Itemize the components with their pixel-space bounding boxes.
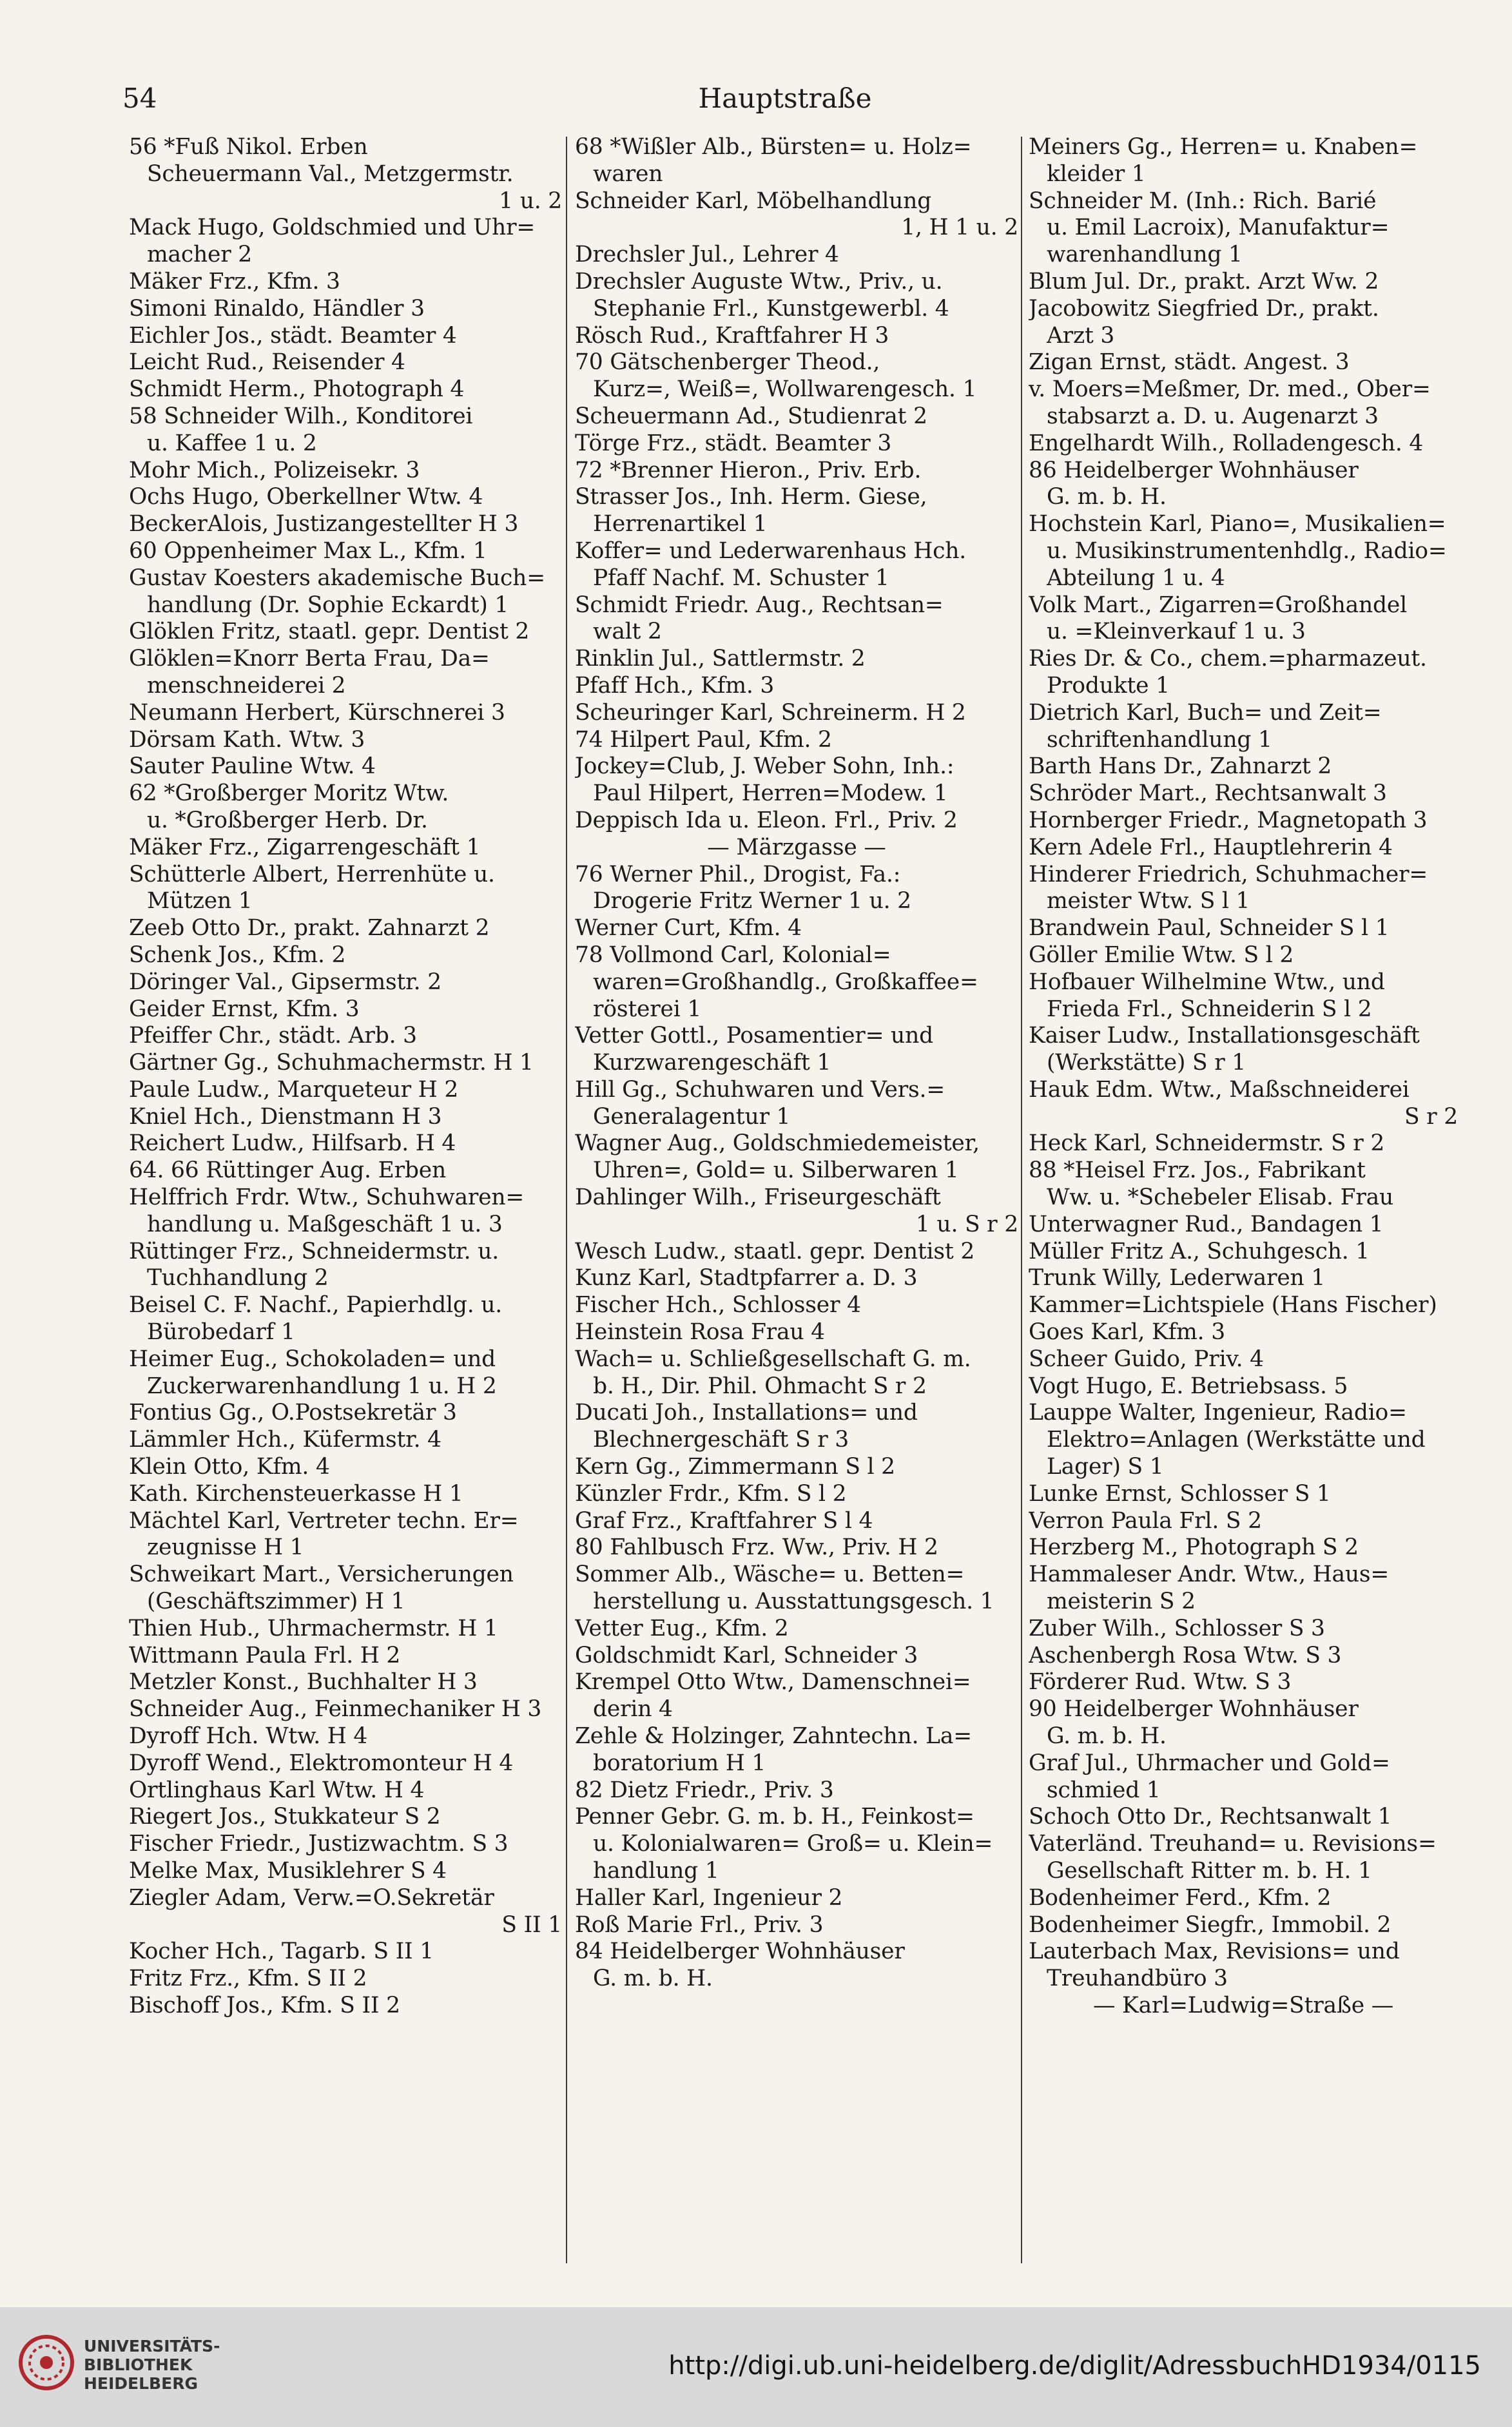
directory-entry-line: meisterin S 2 <box>1047 1589 1196 1615</box>
directory-entry-line: Heck Karl, Schneidermstr. S r 2 <box>1029 1130 1385 1157</box>
directory-entry-line: Barth Hans Dr., Zahnarzt 2 <box>1029 753 1332 780</box>
directory-entry-line: Fontius Gg., O.Postsekretär 3 <box>129 1400 457 1426</box>
directory-entry-line: u. Musikinstrumentenhdlg., Radio= <box>1047 537 1447 564</box>
column-rule-1 <box>566 137 567 2263</box>
directory-entry-line: Kurz=, Weiß=, Wollwarengesch. 1 <box>593 376 977 403</box>
directory-entry-line: Heinstein Rosa Frau 4 <box>575 1319 825 1346</box>
directory-entry-line: BeckerAlois, Justizangestellter H 3 <box>129 511 519 537</box>
directory-entry-line: Schenk Jos., Kfm. 2 <box>129 942 346 968</box>
directory-entry-line: Schneider M. (Inh.: Rich. Barié <box>1029 188 1377 214</box>
directory-entry-line: 78 Vollmond Carl, Kolonial= <box>575 942 891 968</box>
directory-entry-line: S II 1 <box>501 1911 562 1938</box>
directory-entry-line: u. =Kleinverkauf 1 u. 3 <box>1047 619 1306 645</box>
directory-entry-line: Schmidt Friedr. Aug., Rechtsan= <box>575 592 944 618</box>
directory-entry-line: Kniel Hch., Dienstmann H 3 <box>129 1103 442 1130</box>
directory-entry-line: Mützen 1 <box>147 888 253 914</box>
directory-entry-line: Mack Hugo, Goldschmied und Uhr= <box>129 215 536 241</box>
directory-entry-line: Lauppe Walter, Ingenieur, Radio= <box>1029 1400 1407 1426</box>
directory-entry-line: Vogt Hugo, E. Betriebsass. 5 <box>1029 1373 1348 1399</box>
directory-entry-line: handlung (Dr. Sophie Eckardt) 1 <box>147 592 509 618</box>
directory-column-1 <box>129 134 562 2287</box>
directory-entry-line: derin 4 <box>593 1696 673 1723</box>
directory-entry-line: Sauter Pauline Wtw. 4 <box>129 753 376 780</box>
directory-entry-line: schmied 1 <box>1047 1777 1161 1803</box>
directory-entry-line: Zeeb Otto Dr., prakt. Zahnarzt 2 <box>129 915 490 942</box>
directory-entry-line: Zigan Ernst, städt. Angest. 3 <box>1029 349 1350 376</box>
directory-entry-line: Ww. u. *Schebeler Elisab. Frau <box>1047 1184 1393 1211</box>
directory-entry-line: stabsarzt a. D. u. Augenarzt 3 <box>1047 403 1379 429</box>
directory-entry-line: Schneider Aug., Feinmechaniker H 3 <box>129 1696 542 1723</box>
directory-entry-line: Hinderer Friedrich, Schuhmacher= <box>1029 861 1428 887</box>
directory-entry-line: Jacobowitz Siegfried Dr., prakt. <box>1029 295 1379 322</box>
directory-entry-line: Dahlinger Wilh., Friseurgeschäft <box>575 1184 941 1211</box>
directory-entry-line: 76 Werner Phil., Drogist, Fa.: <box>575 861 901 887</box>
directory-entry-line: Mächtel Karl, Vertreter techn. Er= <box>129 1507 519 1534</box>
directory-entry-line: Paule Ludw., Marqueteur H 2 <box>129 1076 459 1103</box>
directory-entry-line: Drechsler Auguste Wtw., Priv., u. <box>575 268 943 295</box>
directory-entry-line: Herrenartikel 1 <box>593 511 768 537</box>
directory-entry-line: Klein Otto, Kfm. 4 <box>129 1454 330 1480</box>
directory-entry-line: u. *Großberger Herb. Dr. <box>147 807 428 833</box>
directory-entry-line: Neumann Herbert, Kürschnerei 3 <box>129 699 505 726</box>
directory-entry-line: Verron Paula Frl. S 2 <box>1029 1507 1262 1534</box>
directory-entry-line: Schmidt Herm., Photograph 4 <box>129 376 465 403</box>
directory-entry-line: 70 Gätschenberger Theod., <box>575 349 880 376</box>
directory-entry-line: Lämmler Hch., Küfermstr. 4 <box>129 1427 441 1453</box>
directory-entry-line: 60 Oppenheimer Max L., Kfm. 1 <box>129 537 487 564</box>
directory-entry-line: boratorium H 1 <box>593 1750 766 1776</box>
directory-entry-line: Ries Dr. & Co., chem.=pharmazeut. <box>1029 646 1427 672</box>
directory-entry-line: Abteilung 1 u. 4 <box>1047 565 1225 591</box>
directory-entry-line: Rüttinger Frz., Schneidermstr. u. <box>129 1238 499 1264</box>
directory-entry-line: Ziegler Adam, Verw.=O.Sekretär <box>129 1884 494 1911</box>
directory-entry-line: Kern Gg., Zimmermann S l 2 <box>575 1454 895 1480</box>
directory-entry-line: Uhren=, Gold= u. Silberwaren 1 <box>593 1157 959 1184</box>
directory-entry-line: Döringer Val., Gipsermstr. 2 <box>129 969 441 995</box>
directory-entry-line: Bürobedarf 1 <box>147 1319 295 1346</box>
directory-entry-line: Kern Adele Frl., Hauptlehrerin 4 <box>1029 834 1393 860</box>
directory-entry-line: Krempel Otto Wtw., Damenschnei= <box>575 1669 971 1696</box>
directory-entry-line: Drechsler Jul., Lehrer 4 <box>575 242 839 268</box>
directory-entry-line: Bodenheimer Ferd., Kfm. 2 <box>1029 1884 1332 1911</box>
directory-entry-line: Bodenheimer Siegfr., Immobil. 2 <box>1029 1911 1391 1938</box>
directory-entry-line: Glöklen Fritz, staatl. gepr. Dentist 2 <box>129 619 530 645</box>
directory-entry-line: Zuber Wilh., Schlosser S 3 <box>1029 1615 1325 1641</box>
directory-entry-line: Deppisch Ida u. Eleon. Frl., Priv. 2 <box>575 807 958 833</box>
directory-entry-line: 56 *Fuß Nikol. Erben <box>129 134 368 160</box>
directory-entry-line: Dietrich Karl, Buch= und Zeit= <box>1029 699 1382 726</box>
directory-entry-line: Pfaff Hch., Kfm. 3 <box>575 672 775 699</box>
directory-entry-line: G. m. b. H. <box>1047 1723 1167 1750</box>
directory-entry-line: u. Kolonialwaren= Groß= u. Klein= <box>593 1831 993 1857</box>
library-name: UNIVERSITÄTS- BIBLIOTHEK HEIDELBERG <box>84 2337 220 2393</box>
directory-entry-line: Unterwagner Rud., Bandagen 1 <box>1029 1211 1384 1237</box>
directory-entry-line: Vetter Gottl., Posamentier= und <box>575 1023 933 1049</box>
directory-entry-line: Volk Mart., Zigarren=Großhandel <box>1029 592 1407 618</box>
directory-entry-line: Paul Hilpert, Herren=Modew. 1 <box>593 780 948 807</box>
directory-entry-line: Goldschmidt Karl, Schneider 3 <box>575 1642 918 1668</box>
directory-entry-line: Schröder Mart., Rechtsanwalt 3 <box>1029 780 1387 807</box>
directory-entry-line: Engelhardt Wilh., Rolladengesch. 4 <box>1029 430 1424 456</box>
directory-entry-line: Gesellschaft Ritter m. b. H. 1 <box>1047 1858 1372 1884</box>
directory-entry-line: Fischer Friedr., Justizwachtm. S 3 <box>129 1831 509 1857</box>
footer-bar <box>0 2307 1512 2427</box>
directory-entry-line: Rinklin Jul., Sattlermstr. 2 <box>575 646 866 672</box>
directory-entry-line: Bischoff Jos., Kfm. S II 2 <box>129 1992 400 2018</box>
directory-entry-line: Pfeiffer Chr., städt. Arb. 3 <box>129 1023 417 1049</box>
directory-entry-line: Brandwein Paul, Schneider S l 1 <box>1029 915 1390 942</box>
directory-entry-line: Heimer Eug., Schokoladen= und <box>129 1346 496 1372</box>
directory-entry-line: 64. 66 Rüttinger Aug. Erben <box>129 1157 446 1184</box>
directory-entry-line: Blum Jul. Dr., prakt. Arzt Ww. 2 <box>1029 268 1379 295</box>
directory-entry-line: Blechnergeschäft S r 3 <box>593 1427 849 1453</box>
directory-entry-line: Eichler Jos., städt. Beamter 4 <box>129 322 457 349</box>
directory-entry-line: Kocher Hch., Tagarb. S II 1 <box>129 1939 434 1965</box>
directory-entry-line: Tuchhandlung 2 <box>147 1265 329 1291</box>
directory-entry-line: Törge Frz., städt. Beamter 3 <box>575 430 892 456</box>
directory-entry-line: Dörsam Kath. Wtw. 3 <box>129 726 365 753</box>
directory-entry-line: Lauterbach Max, Revisions= und <box>1029 1939 1400 1965</box>
directory-column-3 <box>1029 134 1458 2287</box>
directory-entry-line: Scheuringer Karl, Schreinerm. H 2 <box>575 699 966 726</box>
directory-entry-line: Vetter Eug., Kfm. 2 <box>575 1615 789 1641</box>
directory-entry-line: Beisel C. F. Nachf., Papierhdlg. u. <box>129 1292 503 1319</box>
directory-entry-line: Glöklen=Knorr Berta Frau, Da= <box>129 646 490 672</box>
directory-entry-line: Scheuermann Ad., Studienrat 2 <box>575 403 927 429</box>
directory-entry-line: 68 *Wißler Alb., Bürsten= u. Holz= <box>575 134 972 160</box>
directory-entry-line: Hornberger Friedr., Magnetopath 3 <box>1029 807 1428 833</box>
cross-street-heading: — Karl=Ludwig=Straße — <box>1092 1992 1394 2018</box>
directory-entry-line: 1 u. 2 <box>499 188 562 214</box>
directory-entry-line: Vaterländ. Treuhand= u. Revisions= <box>1029 1831 1437 1857</box>
cross-street-heading: — Märzgasse — <box>707 834 886 860</box>
directory-entry-line: Leicht Rud., Reisender 4 <box>129 349 405 376</box>
directory-entry-line: Goes Karl, Kfm. 3 <box>1029 1319 1225 1346</box>
directory-entry-line: Melke Max, Musiklehrer S 4 <box>129 1858 447 1884</box>
directory-entry-line: Thien Hub., Uhrmachermstr. H 1 <box>129 1615 498 1641</box>
directory-entry-line: Kaiser Ludw., Installationsgeschäft <box>1029 1023 1420 1049</box>
directory-entry-line: (Werkstätte) S r 1 <box>1047 1050 1246 1076</box>
directory-entry-line: Graf Jul., Uhrmacher und Gold= <box>1029 1750 1390 1776</box>
directory-entry-line: Meiners Gg., Herren= u. Knaben= <box>1029 134 1418 160</box>
directory-entry-line: macher 2 <box>147 242 253 268</box>
directory-entry-line: Trunk Willy, Lederwaren 1 <box>1029 1265 1326 1291</box>
directory-entry-line: Penner Gebr. G. m. b. H., Feinkost= <box>575 1804 974 1830</box>
directory-entry-line: Wach= u. Schließgesellschaft G. m. <box>575 1346 971 1372</box>
directory-entry-line: Dyroff Hch. Wtw. H 4 <box>129 1723 368 1750</box>
directory-entry-line: Treuhandbüro 3 <box>1047 1966 1228 1992</box>
directory-entry-line: Stephanie Frl., Kunstgewerbl. 4 <box>593 295 949 322</box>
directory-entry-line: Geider Ernst, Kfm. 3 <box>129 996 360 1022</box>
directory-entry-line: Reichert Ludw., Hilfsarb. H 4 <box>129 1130 456 1157</box>
directory-entry-line: Zuckerwarenhandlung 1 u. H 2 <box>147 1373 497 1399</box>
directory-entry-line: kleider 1 <box>1047 160 1146 187</box>
directory-entry-line: Ducati Joh., Installations= und <box>575 1400 918 1426</box>
directory-entry-line: waren <box>593 160 663 187</box>
directory-entry-line: meister Wtw. S l 1 <box>1047 888 1250 914</box>
directory-entry-line: Schoch Otto Dr., Rechtsanwalt 1 <box>1029 1804 1392 1830</box>
directory-entry-line: Mohr Mich., Polizeisekr. 3 <box>129 457 420 483</box>
directory-entry-line: 72 *Brenner Hieron., Priv. Erb. <box>575 457 922 483</box>
directory-entry-line: Kath. Kirchensteuerkasse H 1 <box>129 1480 463 1507</box>
directory-entry-line: Fritz Frz., Kfm. S II 2 <box>129 1966 367 1992</box>
directory-entry-line: Gärtner Gg., Schuhmachermstr. H 1 <box>129 1050 534 1076</box>
directory-entry-line: Zehle & Holzinger, Zahntechn. La= <box>575 1723 972 1750</box>
directory-entry-line: Rösch Rud., Kraftfahrer H 3 <box>575 322 889 349</box>
directory-entry-line: Roß Marie Frl., Priv. 3 <box>575 1911 824 1938</box>
directory-entry-line: Dyroff Wend., Elektromonteur H 4 <box>129 1750 514 1776</box>
directory-entry-line: Hill Gg., Schuhwaren und Vers.= <box>575 1076 945 1103</box>
directory-entry-line: Scheer Guido, Priv. 4 <box>1029 1346 1264 1372</box>
directory-entry-line: u. Kaffee 1 u. 2 <box>147 430 317 456</box>
directory-entry-line: Mäker Frz., Zigarrengeschäft 1 <box>129 834 481 860</box>
directory-entry-line: Wittmann Paula Frl. H 2 <box>129 1642 401 1668</box>
directory-entry-line: waren=Großhandlg., Großkaffee= <box>593 969 978 995</box>
directory-entry-line: Produkte 1 <box>1047 672 1170 699</box>
directory-entry-line: zeugnisse H 1 <box>147 1534 304 1561</box>
directory-entry-line: Generalagentur 1 <box>593 1103 791 1130</box>
directory-entry-line: G. m. b. H. <box>593 1966 713 1992</box>
directory-entry-line: 74 Hilpert Paul, Kfm. 2 <box>575 726 832 753</box>
directory-entry-line: Elektro=Anlagen (Werkstätte und <box>1047 1427 1426 1453</box>
page-header <box>122 76 1448 121</box>
directory-entry-line: Haller Karl, Ingenieur 2 <box>575 1884 843 1911</box>
directory-entry-line: Riegert Jos., Stukkateur S 2 <box>129 1804 441 1830</box>
directory-entry-line: schriftenhandlung 1 <box>1047 726 1272 753</box>
directory-entry-line: Frieda Frl., Schneiderin S l 2 <box>1047 996 1372 1022</box>
directory-entry-line: menschneiderei 2 <box>147 672 346 699</box>
directory-entry-line: Lunke Ernst, Schlosser S 1 <box>1029 1480 1331 1507</box>
directory-entry-line: Sommer Alb., Wäsche= u. Betten= <box>575 1562 965 1588</box>
directory-entry-line: Müller Fritz A., Schuhgesch. 1 <box>1029 1238 1370 1264</box>
directory-entry-line: Wagner Aug., Goldschmiedemeister, <box>575 1130 980 1157</box>
directory-entry-line: Pfaff Nachf. M. Schuster 1 <box>593 565 889 591</box>
directory-entry-line: v. Moers=Meßmer, Dr. med., Ober= <box>1029 376 1431 403</box>
directory-entry-line: 1 u. S r 2 <box>915 1211 1018 1237</box>
directory-entry-line: Ochs Hugo, Oberkellner Wtw. 4 <box>129 484 483 510</box>
directory-entry-line: Künzler Frdr., Kfm. S l 2 <box>575 1480 847 1507</box>
directory-entry-line: Schweikart Mart., Versicherungen <box>129 1562 514 1588</box>
street-heading: Hauptstraße <box>698 82 872 114</box>
directory-entry-line: Herzberg M., Photograph S 2 <box>1029 1534 1359 1561</box>
directory-entry-line: (Geschäftszimmer) H 1 <box>147 1589 405 1615</box>
directory-entry-line: G. m. b. H. <box>1047 484 1167 510</box>
directory-entry-line: Schütterle Albert, Herrenhüte u. <box>129 861 495 887</box>
directory-entry-line: 58 Schneider Wilh., Konditorei <box>129 403 473 429</box>
directory-entry-line: b. H., Dir. Phil. Ohmacht S r 2 <box>593 1373 927 1399</box>
directory-entry-line: 90 Heidelberger Wohnhäuser <box>1029 1696 1359 1723</box>
directory-entry-line: Schneider Karl, Möbelhandlung <box>575 188 932 214</box>
column-rule-2 <box>1021 137 1022 2263</box>
directory-entry-line: Metzler Konst., Buchhalter H 3 <box>129 1669 478 1696</box>
directory-entry-line: handlung 1 <box>593 1858 719 1884</box>
directory-entry-line: Fischer Hch., Schlosser 4 <box>575 1292 861 1319</box>
directory-entry-line: Göller Emilie Wtw. S l 2 <box>1029 942 1294 968</box>
directory-entry-line: Hofbauer Wilhelmine Wtw., und <box>1029 969 1385 995</box>
directory-entry-line: Kunz Karl, Stadtpfarrer a. D. 3 <box>575 1265 918 1291</box>
directory-entry-line: Helffrich Frdr. Wtw., Schuhwaren= <box>129 1184 525 1211</box>
directory-entry-line: Förderer Rud. Wtw. S 3 <box>1029 1669 1292 1696</box>
directory-entry-line: Jockey=Club, J. Weber Sohn, Inh.: <box>575 753 955 780</box>
directory-entry-line: rösterei 1 <box>593 996 702 1022</box>
directory-entry-line: Strasser Jos., Inh. Herm. Giese, <box>575 484 927 510</box>
directory-entry-line: Werner Curt, Kfm. 4 <box>575 915 802 942</box>
directory-entry-line: warenhandlung 1 <box>1047 242 1243 268</box>
directory-entry-line: Scheuermann Val., Metzgermstr. <box>147 160 514 187</box>
directory-entry-line: Wesch Ludw., staatl. gepr. Dentist 2 <box>575 1238 975 1264</box>
directory-entry-line: Ortlinghaus Karl Wtw. H 4 <box>129 1777 425 1803</box>
directory-entry-line: u. Emil Lacroix), Manufaktur= <box>1047 215 1390 241</box>
directory-entry-line: Lager) S 1 <box>1047 1454 1164 1480</box>
page-number: 54 <box>122 82 157 114</box>
directory-entry-line: Simoni Rinaldo, Händler 3 <box>129 295 425 322</box>
directory-entry-line: 84 Heidelberger Wohnhäuser <box>575 1939 905 1965</box>
directory-entry-line: Kurzwarengeschäft 1 <box>593 1050 831 1076</box>
directory-entry-line: Drogerie Fritz Werner 1 u. 2 <box>593 888 911 914</box>
directory-entry-line: 82 Dietz Friedr., Priv. 3 <box>575 1777 834 1803</box>
directory-entry-line: Hauk Edm. Wtw., Maßschneiderei <box>1029 1076 1410 1103</box>
directory-entry-line: Graf Frz., Kraftfahrer S l 4 <box>575 1507 873 1534</box>
directory-entry-line: 86 Heidelberger Wohnhäuser <box>1029 457 1359 483</box>
directory-entry-line: Aschenbergh Rosa Wtw. S 3 <box>1029 1642 1342 1668</box>
directory-entry-line: Gustav Koesters akademische Buch= <box>129 565 545 591</box>
directory-entry-line: 62 *Großberger Moritz Wtw. <box>129 780 449 807</box>
directory-entry-line: Arzt 3 <box>1047 322 1115 349</box>
directory-entry-line: Mäker Frz., Kfm. 3 <box>129 268 340 295</box>
library-seal-icon <box>18 2334 75 2391</box>
directory-entry-line: Koffer= und Lederwarenhaus Hch. <box>575 537 967 564</box>
directory-entry-line: Hammaleser Andr. Wtw., Haus= <box>1029 1562 1390 1588</box>
directory-entry-line: S r 2 <box>1404 1103 1458 1130</box>
directory-entry-line: herstellung u. Ausstattungsgesch. 1 <box>593 1589 994 1615</box>
source-url-link[interactable]: http://digi.ub.uni-heidelberg.de/diglit/AdressbuchHD1934/0115 <box>668 2351 1481 2381</box>
directory-column-2 <box>575 134 1018 2287</box>
directory-entry-line: 88 *Heisel Frz. Jos., Fabrikant <box>1029 1157 1366 1184</box>
directory-entry-line: handlung u. Maßgeschäft 1 u. 3 <box>147 1211 503 1237</box>
directory-entry-line: 1, H 1 u. 2 <box>901 215 1018 241</box>
directory-entry-line: 80 Fahlbusch Frz. Ww., Priv. H 2 <box>575 1534 938 1561</box>
directory-entry-line: walt 2 <box>593 619 662 645</box>
directory-entry-line: Hochstein Karl, Piano=, Musikalien= <box>1029 511 1446 537</box>
directory-entry-line: Kammer=Lichtspiele (Hans Fischer) <box>1029 1292 1437 1319</box>
